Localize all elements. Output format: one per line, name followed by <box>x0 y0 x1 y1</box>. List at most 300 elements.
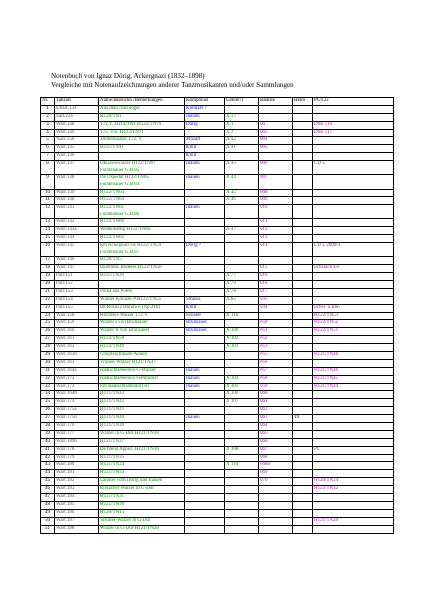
table-cell-art: Warr.173 <box>55 383 99 391</box>
table-cell-name <box>99 486 185 494</box>
table-cell-komp: Inauen <box>185 113 225 121</box>
table-cell-heim <box>293 227 313 235</box>
table-cell-bad: 011 <box>259 219 293 227</box>
cell-line: H120/TN15 <box>100 509 125 515</box>
cell-line: H115/TN41 <box>100 145 124 151</box>
table-cell-pc: Schel. u.Bün <box>313 304 394 312</box>
table-cell-pc <box>313 197 394 205</box>
cell-line: H121/TN34 <box>100 462 125 468</box>
table-cell-bad: 057 <box>259 367 293 375</box>
table-cell-nr: 27 <box>41 336 55 344</box>
table-cell-pc <box>313 288 394 296</box>
table-cell-heim <box>293 105 313 113</box>
cell-line: Oktavenwalzer H122/TN67 <box>100 161 156 167</box>
table-cell-bad: 062 <box>259 407 293 415</box>
table-cell-heim <box>293 407 313 415</box>
table-cell-name <box>99 121 185 129</box>
table-cell-pc <box>313 189 394 197</box>
table-cell-name <box>99 189 185 197</box>
cell-line: H122/TN61 <box>100 205 125 211</box>
cell-line: De blend Appez. H121/TN36 <box>100 446 159 452</box>
table-cell-name <box>99 494 185 502</box>
table-cell-komp <box>185 407 225 415</box>
table-row <box>41 257 394 265</box>
table-cell-pc: Dbsl 116 <box>313 121 394 129</box>
table-cell-heim <box>293 525 313 533</box>
table-cell-gehrer: X 78 <box>225 288 259 296</box>
table-cell-nr: 42 <box>41 454 55 462</box>
table-cell-komp: Inauen <box>185 175 225 189</box>
table-row <box>41 189 394 197</box>
table-cell-art: Warr.144 <box>55 235 99 243</box>
cell-line: Todtenwalzer 1./2. V. <box>100 137 143 143</box>
table-cell-gehrer <box>225 423 259 431</box>
table-cell-art: Warr.147 <box>55 265 99 273</box>
table-cell-name <box>99 137 185 145</box>
cell-line: Walzer I von Brülisauer <box>100 320 148 326</box>
table-cell-name <box>99 383 185 391</box>
table-row <box>41 446 394 454</box>
table-cell-art: Warr.180 <box>55 462 99 470</box>
table-cell-gehrer <box>225 525 259 533</box>
table-cell-heim <box>293 265 313 273</box>
table-cell-pc: Schelack Ed <box>313 265 394 273</box>
table-cell-pc: H121/TN46 <box>313 367 394 375</box>
table-cell-nr: 1 <box>41 105 55 113</box>
table-cell-art: Warr.161 <box>55 336 99 344</box>
table-cell-heim <box>293 454 313 462</box>
table-cell-pc <box>313 359 394 367</box>
table-cell-bad: 008 <box>259 189 293 197</box>
table-cell-nr: 40 <box>41 438 55 446</box>
table-cell-komp <box>185 189 225 197</box>
table-row <box>41 501 394 509</box>
table-cell-bad <box>259 105 293 113</box>
table-cell-heim <box>293 296 313 304</box>
table-cell-komp <box>185 352 225 360</box>
table-cell-pc <box>313 501 394 509</box>
table-cell-komp <box>185 399 225 407</box>
cell-line: Polka aus Polen <box>100 288 132 294</box>
column-header: PC/CD <box>313 98 394 106</box>
cell-line: H121/TN42 <box>100 399 125 405</box>
table-cell-name <box>99 430 185 438</box>
cell-line: Walzer II von Brülisauer <box>100 328 150 334</box>
table-cell-art: Warr.189b <box>55 438 99 446</box>
table-cell-art: Warr.145 <box>55 243 99 257</box>
table-row <box>41 153 394 161</box>
table-cell-pc <box>313 344 394 352</box>
table-cell-pc <box>313 205 394 219</box>
cell-line: 1./2. Vio. H122/TN71 <box>100 129 144 135</box>
table-cell-bad: 016 <box>259 273 293 281</box>
table-row <box>41 265 394 273</box>
table-cell-art: Warr.183 <box>55 486 99 494</box>
table-cell-art: Warr.148 <box>55 121 99 129</box>
table-cell-bad: 034 <box>259 304 293 312</box>
table-cell-heim <box>293 243 313 257</box>
table-cell-pc <box>313 494 394 502</box>
table-cell-name <box>99 478 185 486</box>
table-cell-nr: 32 <box>41 375 55 383</box>
table-row <box>41 328 394 336</box>
table-cell-nr: 26 <box>41 328 55 336</box>
table-cell-heim <box>293 175 313 189</box>
cell-line: Badischtsebeönis-G-Walzer <box>100 367 156 373</box>
table-cell-art: Warr.182 <box>55 478 99 486</box>
table-cell-bad: 064 <box>259 423 293 431</box>
table-cell-pc <box>313 415 394 423</box>
table-cell-bad: 018 <box>259 281 293 289</box>
table-cell-heim <box>293 137 313 145</box>
table-cell-gehrer <box>225 219 259 227</box>
table-cell-heim <box>293 509 313 517</box>
table-cell-art: Warr.136 <box>55 153 99 161</box>
table-cell-nr: 14 <box>41 227 55 235</box>
table-cell-bad: 015 <box>259 265 293 273</box>
table-cell-heim <box>293 153 313 161</box>
table-cell-art: Warr.160 <box>55 328 99 336</box>
table-cell-komp <box>185 501 225 509</box>
table-cell-name <box>99 105 185 113</box>
table-cell-pc <box>313 105 394 113</box>
table-cell-name <box>99 525 185 533</box>
table-cell-name <box>99 175 185 189</box>
table-cell-komp <box>185 281 225 289</box>
table-cell-art: Warr.178 <box>55 446 99 454</box>
table-cell-pc <box>313 137 394 145</box>
table-cell-komp <box>185 423 225 431</box>
table-cell-gehrer: X 79 <box>225 281 259 289</box>
cell-line: H122/TN64 <box>100 189 125 195</box>
table-cell-nr: 31 <box>41 367 55 375</box>
table-cell-komp: Brülisauer <box>185 320 225 328</box>
table-cell-komp: Scheler <box>185 312 225 320</box>
table-cell-nr: 13 <box>41 219 55 227</box>
cell-line: H121/TN41 <box>100 407 125 413</box>
table-row <box>41 273 394 281</box>
table-cell-komp <box>185 494 225 502</box>
table-cell-heim <box>293 273 313 281</box>
table-cell-art: %arr.150 <box>55 137 99 145</box>
table-cell-name <box>99 509 185 517</box>
table-cell-bad: 013 <box>259 235 293 243</box>
table-cell-pc <box>313 175 394 189</box>
table-row <box>41 105 394 113</box>
column-header: Name/Bezeichn./Bemerkungen <box>99 98 185 106</box>
table-cell-bad: 053 <box>259 344 293 352</box>
table-cell-heim <box>293 494 313 502</box>
table-cell-gehrer <box>225 320 259 328</box>
table-cell-bad <box>259 509 293 517</box>
table-cell-gehrer <box>225 205 259 219</box>
cell-line: Im Rösili z'Hondwil (Ap.218) <box>100 304 161 310</box>
table-cell-bad <box>259 501 293 509</box>
table-cell-heim <box>293 336 313 344</box>
cell-line: Einfacher Walzer in G-Dur <box>100 486 155 492</box>
table-cell-gehrer: X 110 <box>225 462 259 470</box>
table-cell-bad: 033 <box>259 296 293 304</box>
table-cell-nr: 8 <box>41 161 55 175</box>
table-cell-komp <box>185 197 225 205</box>
table-cell-heim <box>293 113 313 121</box>
table-cell-heim <box>293 145 313 153</box>
table-cell-name <box>99 359 185 367</box>
table-row <box>41 296 394 304</box>
table-row <box>41 320 394 328</box>
table-cell-heim <box>293 462 313 470</box>
table-row <box>41 509 394 517</box>
table-cell-bad: 063 <box>259 415 293 423</box>
table-cell-pc <box>313 454 394 462</box>
table-cell-name <box>99 391 185 399</box>
table-cell-heim <box>293 161 313 175</box>
table-cell-art: Warr.179 <box>55 454 99 462</box>
table-row <box>41 478 394 486</box>
cell-line: H122/TN50 <box>100 336 125 342</box>
table-cell-heim <box>293 438 313 446</box>
table-cell-name <box>99 454 185 462</box>
table-cell-heim <box>293 517 313 525</box>
table-cell-heim <box>293 288 313 296</box>
table-cell-nr: 6 <box>41 145 55 153</box>
cell-line: De Ospedat H122/TN65 <box>100 175 149 181</box>
table-cell-name <box>99 296 185 304</box>
table-cell-name <box>99 328 185 336</box>
table-cell-komp: Kreutzer ? <box>185 105 225 113</box>
table-cell-pc <box>313 399 394 407</box>
page-subtitle: Vergleiche mit Notenaufzeichnungen anderer Tanzmusikanten und/oder Sammlungen <box>51 81 294 89</box>
table-cell-gehrer <box>225 438 259 446</box>
cell-line: Walzer in G-Dur H121/TN38 <box>100 430 159 436</box>
table-row <box>41 243 394 257</box>
table-cell-pc <box>313 391 394 399</box>
table-cell-komp <box>185 273 225 281</box>
table-cell-art: Warr.159 <box>55 320 99 328</box>
table-cell-nr: 36 <box>41 407 55 415</box>
cell-line-secondary: Fürstenauer G.B.86 <box>100 211 140 217</box>
table-cell-pc <box>313 462 394 470</box>
table-cell-gehrer <box>225 494 259 502</box>
table-cell-gehrer: X 118 <box>225 312 259 320</box>
table-cell-komp: Knill <box>185 145 225 153</box>
cell-line: H122/TN49 <box>100 344 125 350</box>
table-cell-pc <box>313 227 394 235</box>
table-cell-nr: 29 <box>41 352 55 360</box>
table-cell-nr: 43 <box>41 462 55 470</box>
table-cell-bad: 065 <box>259 430 293 438</box>
table-cell-komp <box>185 344 225 352</box>
table-cell-name <box>99 517 185 525</box>
table-cell-bad: 060 <box>259 391 293 399</box>
table-cell-gehrer <box>225 415 259 423</box>
table-cell-gehrer: X 108 <box>225 446 259 454</box>
table-cell-pc <box>313 430 394 438</box>
table-cell-name <box>99 399 185 407</box>
table-row <box>41 494 394 502</box>
table-cell-nr: 17 <box>41 257 55 265</box>
table-cell-nr: 28 <box>41 344 55 352</box>
cell-line: H121/TN35 <box>100 454 125 460</box>
table-cell-art: Warr.175a <box>55 407 99 415</box>
cell-line: Ländler vom Dörig und Inauen <box>100 478 163 484</box>
table-cell-bad: 012 <box>259 227 293 235</box>
table-cell-heim <box>293 486 313 494</box>
table-cell-art: Warr.177 <box>55 430 99 438</box>
table-cell-pc: H122/TN51 <box>313 328 394 336</box>
table-row <box>41 281 394 289</box>
table-cell-art: Parr.151 <box>55 273 99 281</box>
table-cell-pc <box>313 336 394 344</box>
table-cell-komp: Dörig <box>185 121 225 129</box>
table-cell-bad: 055 <box>259 352 293 360</box>
column-header: Heim <box>293 98 313 106</box>
table-cell-gehrer <box>225 304 259 312</box>
table-cell-art: Sart.224 <box>55 113 99 121</box>
table-cell-art: Warr.163b <box>55 352 99 360</box>
notenbuch-table <box>40 97 394 534</box>
table-cell-art: Warr.146 <box>55 257 99 265</box>
table-cell-gehrer: X 107 <box>225 399 259 407</box>
table-row <box>41 462 394 470</box>
cell-line: H121/TN37 <box>100 438 125 444</box>
table-cell-pc <box>313 145 394 153</box>
table-cell-bad: 052 <box>259 336 293 344</box>
table-cell-heim <box>293 219 313 227</box>
table-cell-bad: 017 <box>259 288 293 296</box>
table-cell-bad: 004 <box>259 137 293 145</box>
table-cell-pc: H121/TN45 <box>313 375 394 383</box>
table-cell-art: Warr.185 <box>55 501 99 509</box>
cell-line: Schiller-Walzer in G-Dur <box>100 517 151 523</box>
table-cell-art: Warr.176 <box>55 423 99 431</box>
table-cell-heim <box>293 257 313 265</box>
table-row <box>41 407 394 415</box>
table-cell-gehrer <box>225 367 259 375</box>
table-cell-pc <box>313 525 394 533</box>
table-row <box>41 344 394 352</box>
table-cell-komp <box>185 430 225 438</box>
table-cell-heim <box>293 312 313 320</box>
table-cell-heim <box>293 344 313 352</box>
table-cell-nr: 20 <box>41 281 55 289</box>
table-cell-name <box>99 344 185 352</box>
table-cell-gehrer <box>225 407 259 415</box>
table-cell-heim <box>293 189 313 197</box>
table-cell-name <box>99 235 185 243</box>
table-cell-name <box>99 415 185 423</box>
table-cell-name <box>99 375 185 383</box>
table-row <box>41 205 394 219</box>
table-cell-pc: Dbsl 117 <box>313 129 394 137</box>
column-header: Gehrer/T <box>225 98 259 106</box>
table-cell-bad: 051 <box>259 328 293 336</box>
table-cell-bad <box>259 257 293 265</box>
table-row <box>41 438 394 446</box>
table-cell-gehrer: X 82 <box>225 296 259 304</box>
column-header: Tanzart <box>55 98 99 106</box>
table-row <box>41 288 394 296</box>
table-cell-heim <box>293 281 313 289</box>
table-cell-komp <box>185 265 225 273</box>
table-cell-name <box>99 423 185 431</box>
table-cell-komp <box>185 227 225 235</box>
table-cell-name <box>99 197 185 205</box>
table-cell-komp <box>185 525 225 533</box>
table-cell-gehrer: X 41 <box>225 145 259 153</box>
table-cell-bad: 067 <box>259 446 293 454</box>
table-cell-komp: Knill <box>185 304 225 312</box>
table-cell-art: Warr.164b <box>55 391 99 399</box>
table-cell-pc <box>313 235 394 243</box>
table-cell-art: Warr.181 <box>55 470 99 478</box>
table-cell-art: Warr.149 <box>55 129 99 137</box>
table-cell-pc: PC <box>313 446 394 454</box>
table-cell-gehrer <box>225 265 259 273</box>
table-cell-name <box>99 205 185 219</box>
table-row <box>41 430 394 438</box>
table-cell-name <box>99 312 185 320</box>
table-cell-bad: 007 <box>259 175 293 189</box>
table-row <box>41 367 394 375</box>
table-cell-nr: 48 <box>41 501 55 509</box>
table-cell-nr: 44 <box>41 470 55 478</box>
table-cell-komp <box>185 359 225 367</box>
table-cell-bad <box>259 153 293 161</box>
column-header: Nr. <box>41 98 55 106</box>
table-cell-bad: 009 <box>259 197 293 205</box>
cell-line-secondary: Fürstenauer G.B.87 <box>100 249 140 255</box>
table-cell-art: Warr.138 <box>55 175 99 189</box>
table-cell-bad: 058 <box>259 375 293 383</box>
cell-line: H121/TN30 <box>100 501 125 507</box>
table-cell-gehrer <box>225 478 259 486</box>
table-cell-bad: 010 <box>259 205 293 219</box>
table-cell-komp <box>185 446 225 454</box>
table-row <box>41 454 394 462</box>
table-cell-nr: 4 <box>41 129 55 137</box>
table-cell-heim <box>293 129 313 137</box>
table-cell-heim: 19 <box>293 415 313 423</box>
table-cell-gehrer: X 1 <box>225 121 259 129</box>
table-cell-gehrer <box>225 235 259 243</box>
table-cell-name <box>99 281 185 289</box>
table-cell-art: Warr.162 <box>55 344 99 352</box>
table-cell-gehrer <box>225 352 259 360</box>
table-cell-name <box>99 288 185 296</box>
table-cell-bad <box>259 312 293 320</box>
table-cell-nr: 39 <box>41 430 55 438</box>
table-cell-art: Warr.135 <box>55 145 99 153</box>
table-cell-bad: 050 <box>259 320 293 328</box>
table-cell-pc <box>313 509 394 517</box>
table-cell-name <box>99 438 185 446</box>
table-cell-bad: 014 <box>259 243 293 257</box>
table-cell-nr: 15 <box>41 235 55 243</box>
table-cell-art: Warr.186 <box>55 509 99 517</box>
cell-line: H122/TN62 <box>100 235 125 241</box>
table-cell-gehrer: X 43 <box>225 161 259 175</box>
table-cell-komp <box>185 486 225 494</box>
table-cell-komp <box>185 438 225 446</box>
table-row <box>41 219 394 227</box>
table-cell-bad: 002 <box>259 129 293 137</box>
table-cell-nr: 22 <box>41 296 55 304</box>
table-cell-nr: 41 <box>41 446 55 454</box>
table-cell-art: Warr.156 <box>55 312 99 320</box>
table-cell-bad <box>259 494 293 502</box>
table-cell-komp <box>185 470 225 478</box>
